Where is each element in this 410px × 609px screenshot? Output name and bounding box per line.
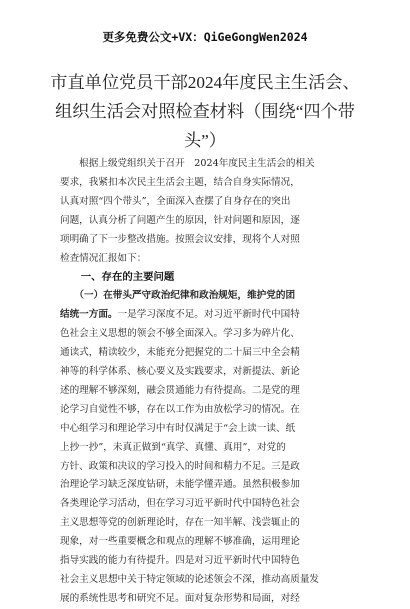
paragraph-line: 主义思想等党的创新理论时，存在一知半解、浅尝辄止的 [60, 517, 300, 529]
paragraph-line: 神等的科学体系、核心要义及实践要求，对新提法、新论 [60, 365, 300, 377]
subheading-continuation [60, 306, 356, 325]
intro-line: 根据上级党组织关于召开 2024年度民主生活会的相关 [60, 158, 315, 169]
paragraph-line: 通读式，精读较少，未能充分把握党的二十届三中全会精 [60, 347, 300, 359]
paragraph-line: 论学习自觉性不够，存在以工作为由放松学习的情况。在 [60, 403, 300, 415]
paragraph-line: 方针、政策和决议的学习投入的时间和精力不足。三是政 [60, 460, 300, 472]
document-title [40, 68, 370, 155]
paragraph-line: 指导实践的能力有待提升。四是对习近平新时代中国特色 [60, 555, 300, 567]
subheading-tail: 一是学习深度不足。对习近平新时代中国特 [117, 309, 300, 321]
paragraph-line: 现象，对一些重要概念和观点的理解不够准确，运用理论 [60, 536, 300, 548]
subheading-text: 结统一方面。 [60, 309, 118, 321]
subheading-line: （一）在带头严守政治纪律和政治规矩，维护党的团 [60, 290, 296, 302]
intro-line: 检查情况汇报如下： [60, 252, 147, 264]
paragraph-line: 中心组学习和理论学习中有时仅满足于“会上读一读、纸 [60, 422, 296, 434]
paragraph-line: 述的理解不够深刻，融会贯通能力有待提高。二是党的理 [60, 384, 300, 396]
paragraph-line: 治理论学习缺乏深度钻研，未能学懂弄通。虽然积极参加 [60, 479, 300, 491]
paragraph-line: 各类理论学习活动，但在学习习近平新时代中国特色社会 [60, 498, 300, 510]
section-heading [60, 268, 356, 287]
title-line: 市直单位党员干部2024年度民主生活会、 [50, 73, 360, 92]
paragraph-line: 展的系统性思考和研究不足。面对复杂形势和局面，对经 [60, 592, 300, 604]
intro-line: 项明确了下一步整改措施。按照会议安排，现将个人对照 [60, 233, 300, 245]
paragraph-line: 上抄一抄”，未真正做到“真学、真懂、真用”，对党的 [60, 441, 286, 453]
intro-line: 要求，我紧扣本次民主生活会主题，结合自身实际情况， [60, 176, 300, 188]
intro-line: 问题，认真分析了问题产生的原因，针对问题和原因，逐 [60, 214, 300, 226]
document-body [60, 155, 356, 609]
paragraph-line: 色社会主义思想的领会不够全面深入。学习多为碎片化、 [60, 328, 300, 340]
title-line: 组织生活会对照检查材料（围绕“四个带 [55, 102, 355, 121]
intro-line: 认真对照“四个带头”，全面深入查摆了自身存在的突出 [60, 195, 291, 207]
watermark-header: 更多免费公文+VX：QiGeGongWen2024 [102, 30, 308, 44]
section-heading-text: 一、存在的主要问题 [80, 271, 175, 284]
paragraph-line: 社会主义思想中关于特定领域的论述领会不深，推动高质量发 [60, 573, 320, 585]
title-line: 头”） [183, 131, 226, 150]
